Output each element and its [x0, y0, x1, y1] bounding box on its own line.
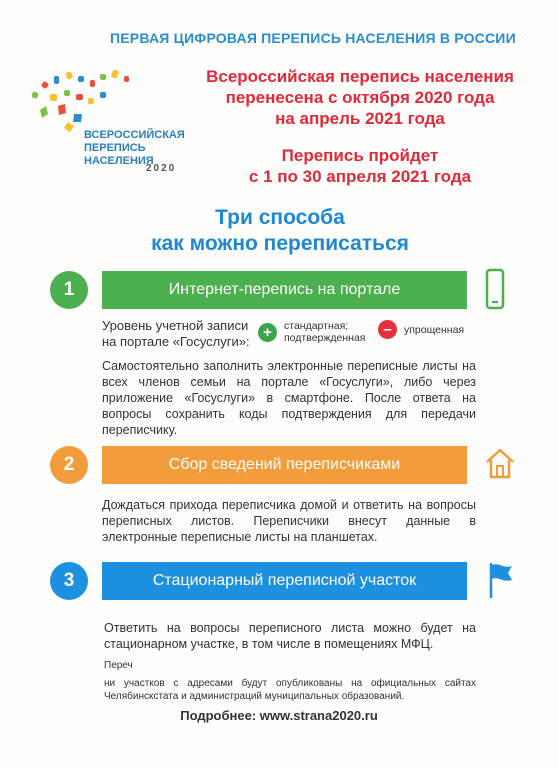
footer-more-info: Подробнее: www.strana2020.ru	[180, 708, 378, 723]
logo-text: ВСЕРОССИЙСКАЯ ПЕРЕПИСЬ НАСЕЛЕНИЯ	[84, 129, 185, 167]
announcement-postponed: Всероссийская перепись населения перенесена с октября 2020 года на апрель 2021 года	[206, 67, 514, 128]
account-level-ok: стандартная; подтвержденная	[284, 320, 366, 344]
account-level-label: Уровень учетной записи на портале «Госуслуги»:	[102, 318, 250, 349]
method-1-title: Интернет-перепись на портале	[102, 271, 467, 309]
flag-icon	[487, 560, 515, 600]
minus-icon: –	[378, 320, 397, 339]
method-3-number: 3	[50, 562, 88, 600]
smartphone-icon	[485, 268, 505, 310]
plus-icon: +	[258, 323, 277, 342]
logo-year: 2020	[146, 163, 177, 174]
announcement-dates: Перепись пройдет с 1 по 30 апреля 2021 года	[248, 146, 472, 186]
method-3-note-start: Переч	[104, 660, 133, 671]
method-2-number: 2	[50, 446, 88, 484]
method-1-description: Самостоятельно заполнить электронные переписные листы на всех членов семьи на портале «Госуслуги», либо через приложение «Госуслуги» в смартфоне. После ответа на вопросы сохранить коды подтверждения для передачи переписчику.	[102, 359, 476, 437]
methods-title: Три способа как можно переписаться	[151, 206, 409, 255]
page-header-title: ПЕРВАЯ ЦИФРОВАЯ ПЕРЕПИСЬ НАСЕЛЕНИЯ В РОССИИ	[110, 30, 516, 46]
account-level-simplified: упрощенная	[404, 324, 465, 336]
method-2-description: Дождаться прихода переписчика домой и ответить на вопросы переписных листов. Переписчики внесут данные в электронные переписные листы на планшетах.	[102, 498, 476, 544]
method-3-description: Ответить на вопросы переписного листа можно будет на стационарном участке, в том числе в помещениях МФЦ.	[104, 621, 476, 651]
method-1-number: 1	[50, 271, 88, 309]
method-3-title: Стационарный переписной участок	[102, 562, 467, 600]
method-2-title: Сбор сведений переписчиками	[102, 446, 467, 484]
house-icon	[484, 446, 516, 480]
method-3-note: ни участков с адресами будут опубликованы на официальных сайтах Челябинскстата и администраций муниципальных образований.	[104, 678, 476, 702]
